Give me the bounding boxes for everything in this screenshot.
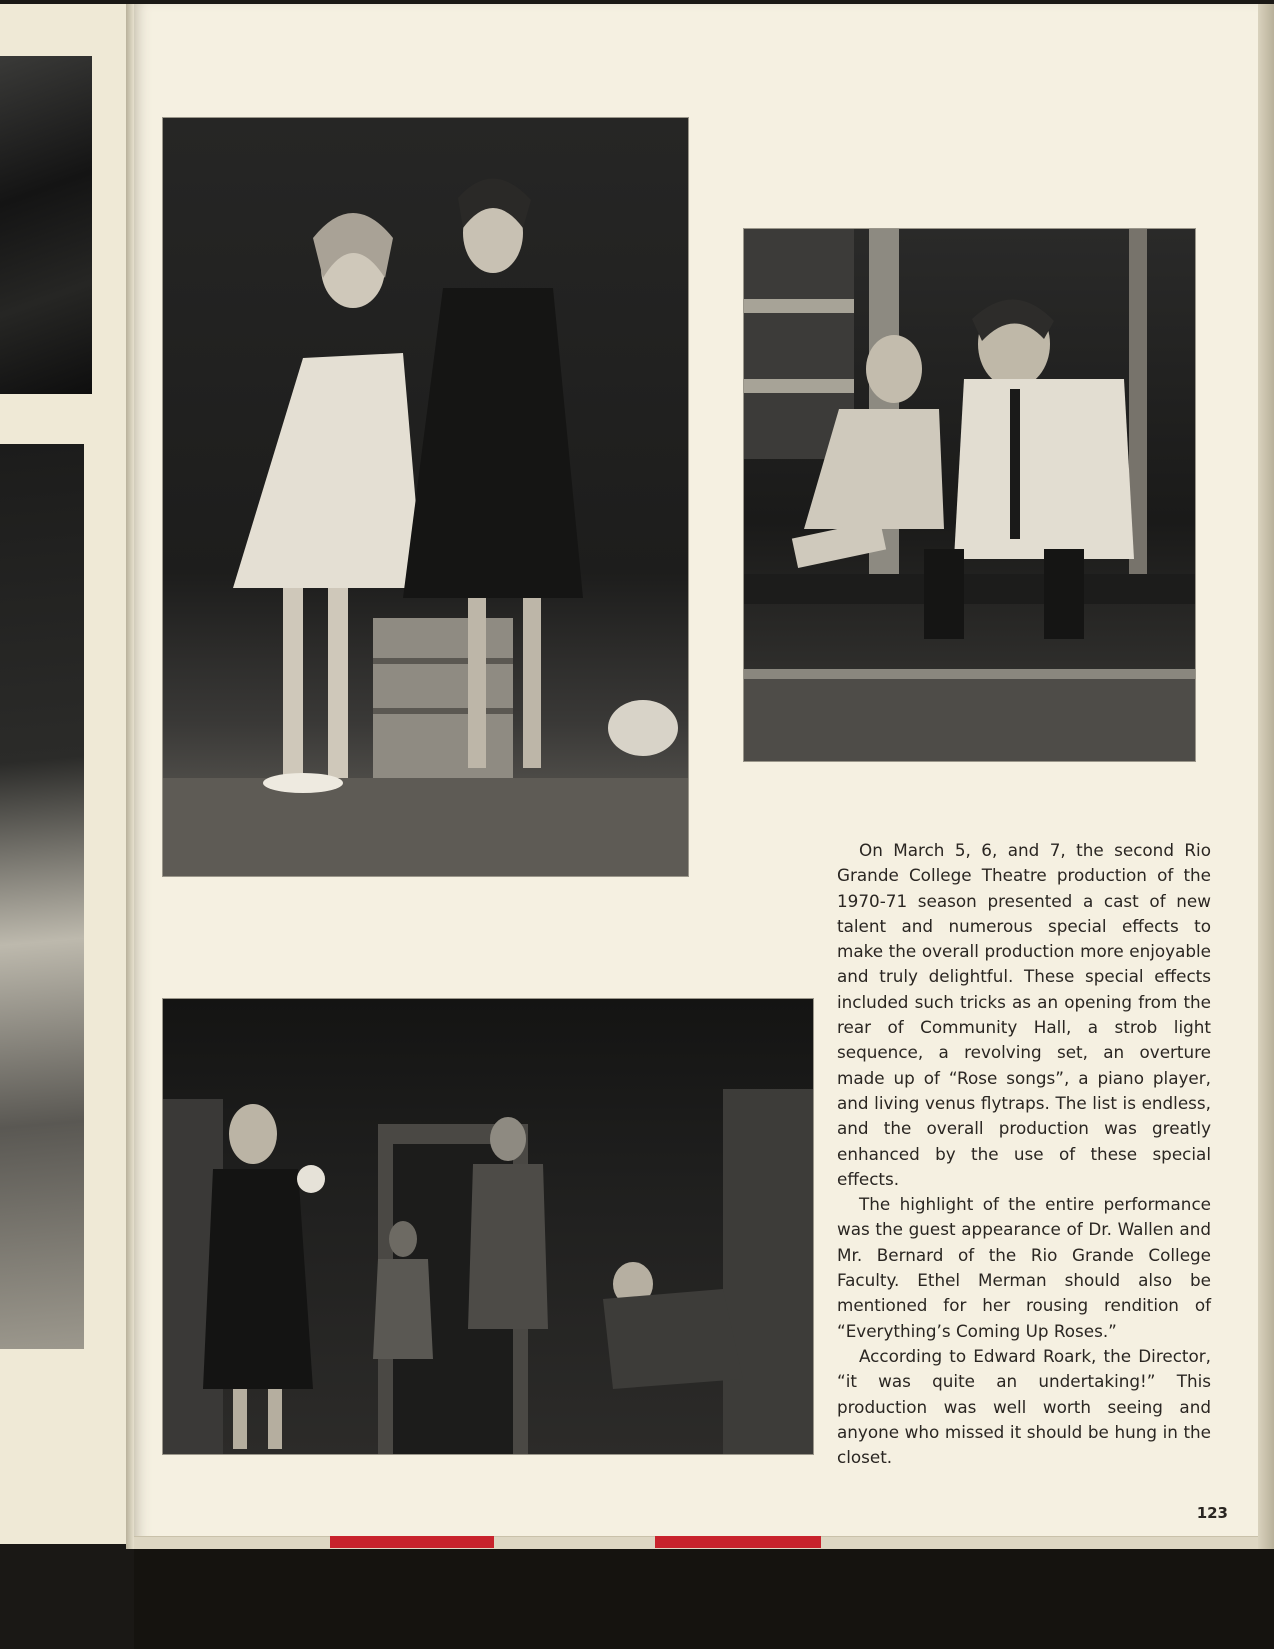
red-edge-tab-right [655,1536,821,1548]
photo-ensemble-performance [162,998,814,1455]
scan-background-bottom [134,1549,1274,1649]
right-page-edge [1258,4,1274,1549]
photo-porch-illustration [744,229,1195,761]
main-page [134,4,1258,1549]
photo-ensemble-illustration [163,999,813,1454]
photo-two-performers-on-stage [162,117,689,877]
article-paragraph-1: On March 5, 6, and 7, the second Rio Grande College Theatre production of the 1970-71 season presented a cast of new talent and numerous special effects to make the overall production more enjoyable and truly delightful. These special effects included such tricks as an opening from the rear of Community Hall, a strob light sequence, a revolving set, an overture made up of “Rose songs”, a piano player, and living venus flytraps. The list is endless, and the overall production was greatly enhanced by the use of these special effects. [837,840,1211,1189]
page-number: 123 [1196,1504,1228,1522]
facing-page-photo-top [0,56,92,394]
article-text [837,838,1211,1470]
red-edge-tab-left [330,1536,494,1548]
article-paragraph-2: The highlight of the entire performance was the guest appearance of Dr. Wallen and Mr. Bernard of the Rio Grande College Faculty. Ethel Merman should also be mentioned for her rousing rendition of “Everything’s Coming Up Roses.” [837,1194,1211,1341]
article-paragraph-3: According to Edward Roark, the Director, “it was quite an undertaking!” This production was well worth seeing and anyone who missed it should be hung in the closet. [837,1345,1211,1468]
facing-page-photo-bottom [0,444,84,1349]
photo-duet-illustration [163,118,688,876]
photo-couple-on-porch-steps [743,228,1196,762]
facing-page [0,4,130,1544]
